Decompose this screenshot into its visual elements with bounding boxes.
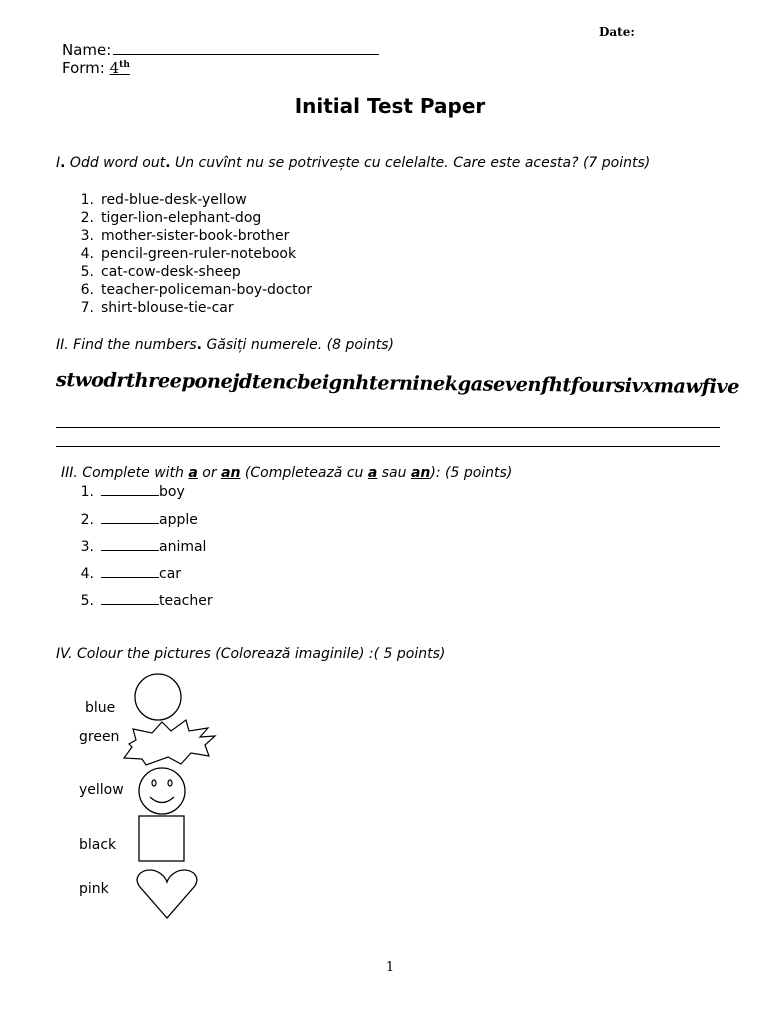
list-item: 2. tiger-lion-elephant-dog bbox=[80, 210, 262, 226]
smiley-face-shape[interactable] bbox=[139, 768, 185, 814]
circle-shape[interactable] bbox=[135, 674, 181, 720]
list-item: 4. car bbox=[80, 566, 182, 582]
colour-label-green: green bbox=[79, 729, 120, 745]
list-item: 3. mother-sister-book-brother bbox=[80, 228, 290, 244]
square-shape[interactable] bbox=[139, 816, 184, 861]
page-number: 1 bbox=[385, 960, 395, 975]
list-item: 5. teacher bbox=[80, 593, 213, 609]
list-item: 1. red-blue-desk-yellow bbox=[80, 192, 247, 208]
date-label: Date: bbox=[599, 25, 635, 39]
form-label: Form: bbox=[62, 59, 105, 77]
section2-heading: II. Find the numbers. Găsiți numerele. (8 points) bbox=[56, 337, 394, 353]
word-search-string: stwodrthreeponejdtencbeignhterninekgasevenfhtfoursivxmawfive bbox=[55, 368, 740, 399]
list-item: 4. pencil-green-ruler-notebook bbox=[80, 246, 297, 262]
colour-label-blue: blue bbox=[85, 700, 116, 716]
starburst-shape[interactable] bbox=[124, 720, 215, 765]
colour-label-yellow: yellow bbox=[79, 782, 124, 798]
list-item: 1. boy bbox=[80, 484, 185, 500]
section1-heading: I. Odd word out. Un cuvînt nu se potrivește cu celelalte. Care este acesta? (7 points) bbox=[56, 155, 651, 171]
form-grade: 4th bbox=[109, 59, 130, 77]
list-item: 2. apple bbox=[80, 512, 198, 528]
name-label: Name: bbox=[62, 41, 112, 59]
section3-heading: III. Complete with a or an (Completează cu a sau an): (5 points) bbox=[61, 465, 513, 481]
list-item: 3. animal bbox=[80, 539, 207, 555]
section4-heading: IV. Colour the pictures (Colorează imaginile) :( 5 points) bbox=[56, 646, 446, 662]
list-item: 7. shirt-blouse-tie-car bbox=[80, 300, 234, 316]
page-title: Initial Test Paper bbox=[294, 94, 486, 118]
colour-label-black: black bbox=[79, 837, 117, 853]
list-item: 6. teacher-policeman-boy-doctor bbox=[80, 282, 312, 298]
colour-label-pink: pink bbox=[79, 881, 109, 897]
list-item: 5. cat-cow-desk-sheep bbox=[80, 264, 241, 280]
heart-shape[interactable] bbox=[137, 870, 197, 918]
